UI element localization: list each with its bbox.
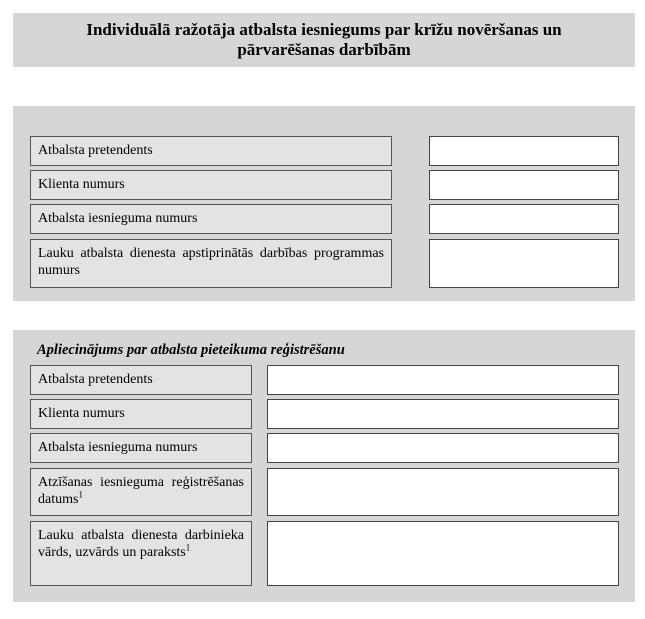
label-registration-date	[30, 468, 252, 516]
label-application-number-2	[30, 433, 252, 463]
footnote-marker: 1	[185, 542, 191, 553]
label-program-number-text: Lauku atbalsta dienesta apstiprinātās darbības programmas numurs	[38, 246, 384, 278]
section-heading: Apliecinājums par atbalsta pieteikuma reģistrēšanu	[37, 342, 345, 358]
label-client-number-2	[30, 399, 252, 429]
applicant-field[interactable]	[429, 136, 619, 166]
registration-date-field[interactable]	[267, 468, 619, 516]
label-employee-signature	[30, 521, 252, 586]
form-title	[13, 13, 635, 67]
label-client-number	[30, 170, 392, 200]
client-number-field[interactable]	[429, 170, 619, 200]
client-number-field-2[interactable]	[267, 399, 619, 429]
footnote-marker: 1	[78, 489, 83, 500]
application-number-field-2[interactable]	[267, 433, 619, 463]
label-employee-signature-text: Lauku atbalsta dienesta darbinieka vārds, uzvārds un paraksts	[38, 528, 244, 560]
label-application-number	[30, 204, 392, 234]
label-application-number-2-text: Atbalsta iesnieguma numurs	[38, 440, 198, 455]
label-applicant	[30, 136, 392, 166]
form-title-text: Individuālā ražotāja atbalsta iesniegums par krīžu novēršanas un pārvarēšanas darbībām	[86, 20, 562, 59]
label-applicant-text: Atbalsta pretendents	[38, 143, 153, 158]
application-number-field[interactable]	[429, 204, 619, 234]
label-client-number-2-text: Klienta numurs	[38, 406, 125, 421]
label-registration-date-text: Atzīšanas iesnieguma reģistrēšanas datums	[38, 475, 244, 507]
applicant-field-2[interactable]	[267, 365, 619, 395]
label-client-number-text: Klienta numurs	[38, 177, 125, 192]
label-applicant-2	[30, 365, 252, 395]
program-number-field[interactable]	[429, 239, 619, 288]
label-application-number-text: Atbalsta iesnieguma numurs	[38, 211, 198, 226]
label-program-number	[30, 239, 392, 288]
registration-confirmation-section	[13, 330, 635, 602]
label-applicant-2-text: Atbalsta pretendents	[38, 372, 153, 387]
applicant-info-section	[13, 106, 635, 301]
employee-signature-field[interactable]	[267, 521, 619, 586]
